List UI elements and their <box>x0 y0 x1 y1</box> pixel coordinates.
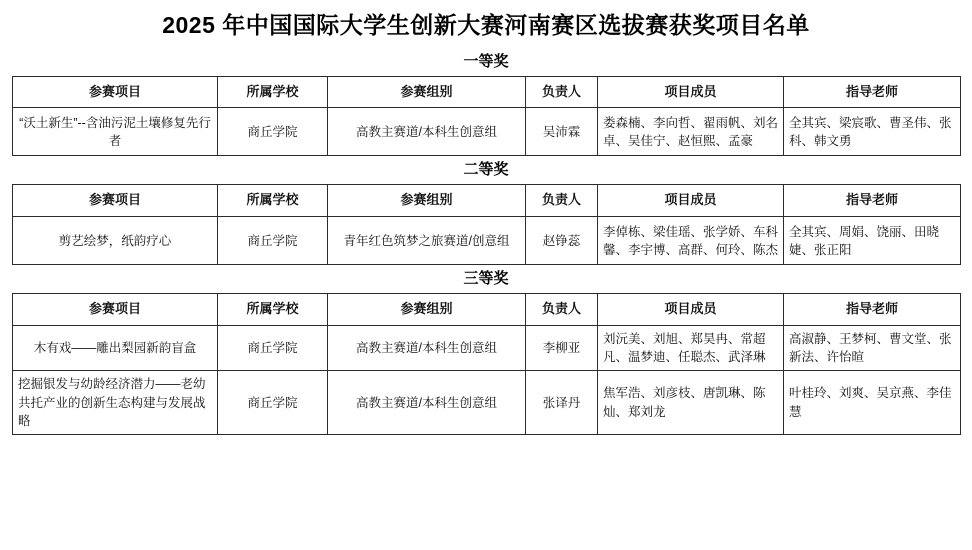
cell-group: 青年红色筑梦之旅赛道/创意组 <box>328 217 526 265</box>
cell-project: 挖掘银发与幼龄经济潜力——老幼共托产业的创新生态构建与发展战略 <box>13 371 218 434</box>
column-header-mentors: 指导老师 <box>784 294 961 326</box>
table-row <box>13 108 961 156</box>
column-header-leader: 负责人 <box>526 76 598 108</box>
cell-group: 高教主赛道/本科生创意组 <box>328 326 526 371</box>
cell-mentors: 全其宾、梁宸歌、曹圣伟、张科、韩文勇 <box>784 108 961 156</box>
cell-leader: 赵铮蕊 <box>526 217 598 265</box>
column-header-mentors: 指导老师 <box>784 185 961 217</box>
cell-project: 剪艺绘梦，纸韵疗心 <box>13 217 218 265</box>
award-table-third-prize <box>12 293 961 434</box>
cell-project: 木有戏——雕出梨园新韵盲盒 <box>13 326 218 371</box>
column-header-members: 项目成员 <box>598 294 784 326</box>
cell-leader: 吴沛霖 <box>526 108 598 156</box>
cell-members: 李倬栋、梁佳瑶、张学娇、车科馨、李宇博、高群、何玲、陈杰 <box>598 217 784 265</box>
table-header-row <box>13 185 961 217</box>
award-table-first-prize <box>12 76 961 157</box>
cell-members: 焦军浩、刘彦枝、唐凯琳、陈灿、郑刘龙 <box>598 371 784 434</box>
section-heading-third-prize: 三等奖 <box>463 270 509 288</box>
column-header-leader: 负责人 <box>526 185 598 217</box>
section-heading-first-prize: 一等奖 <box>463 52 509 70</box>
page-title: 2025 年中国国际大学生创新大赛河南赛区选拔赛获奖项目名单 <box>162 12 810 38</box>
cell-project: “沃土新生”--含油污泥土壤修复先行者 <box>13 108 218 156</box>
cell-school: 商丘学院 <box>218 217 328 265</box>
section-heading-second-prize: 二等奖 <box>463 161 509 179</box>
cell-mentors: 全其宾、周娟、饶丽、田晓婕、张正阳 <box>784 217 961 265</box>
column-header-group: 参赛组别 <box>328 294 526 326</box>
award-table-second-prize <box>12 184 961 265</box>
column-header-group: 参赛组别 <box>328 76 526 108</box>
cell-leader: 李柳亚 <box>526 326 598 371</box>
table-row <box>13 371 961 434</box>
table-row <box>13 217 961 265</box>
column-header-school: 所属学校 <box>218 76 328 108</box>
table-header-row <box>13 294 961 326</box>
cell-members: 刘沅美、刘旭、郑昊冉、常超凡、温梦迪、任聪杰、武泽琳 <box>598 326 784 371</box>
cell-mentors: 高淑静、王梦柯、曹文堂、张新法、许怡暄 <box>784 326 961 371</box>
column-header-project: 参赛项目 <box>13 294 218 326</box>
cell-group: 高教主赛道/本科生创意组 <box>328 371 526 434</box>
column-header-members: 项目成员 <box>598 76 784 108</box>
cell-group: 高教主赛道/本科生创意组 <box>328 108 526 156</box>
cell-mentors: 叶桂玲、刘爽、吴京燕、李佳慧 <box>784 371 961 434</box>
cell-school: 商丘学院 <box>218 326 328 371</box>
column-header-group: 参赛组别 <box>328 185 526 217</box>
column-header-project: 参赛项目 <box>13 76 218 108</box>
column-header-school: 所属学校 <box>218 185 328 217</box>
table-row <box>13 326 961 371</box>
cell-school: 商丘学院 <box>218 108 328 156</box>
table-header-row <box>13 76 961 108</box>
cell-school: 商丘学院 <box>218 371 328 434</box>
column-header-mentors: 指导老师 <box>784 76 961 108</box>
column-header-project: 参赛项目 <box>13 185 218 217</box>
column-header-school: 所属学校 <box>218 294 328 326</box>
column-header-leader: 负责人 <box>526 294 598 326</box>
column-header-members: 项目成员 <box>598 185 784 217</box>
cell-members: 娄森楠、李向哲、翟雨帆、刘名卓、吴佳宁、赵恒熙、孟豪 <box>598 108 784 156</box>
cell-leader: 张译丹 <box>526 371 598 434</box>
